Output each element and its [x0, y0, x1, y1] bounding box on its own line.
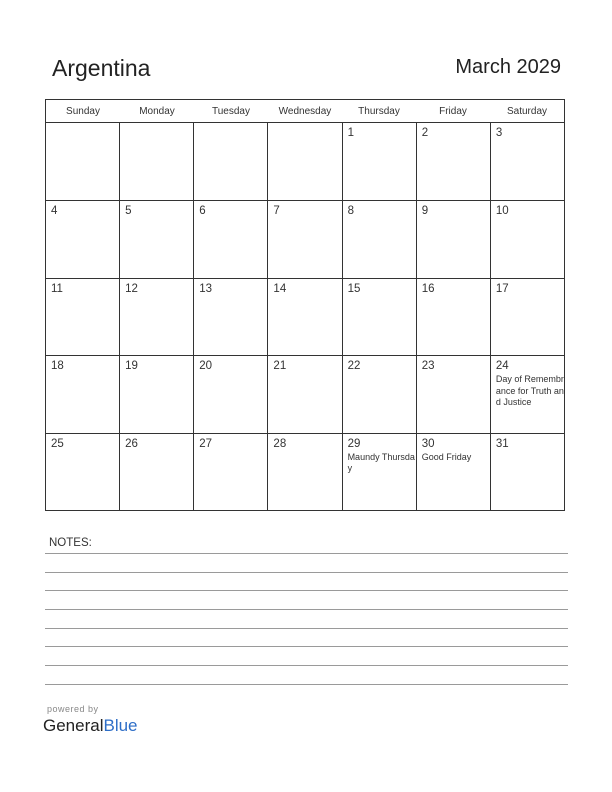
- week-row: [46, 278, 564, 355]
- week-row: [46, 123, 564, 200]
- weekday-header: Tuesday: [212, 106, 250, 117]
- brand-blue: Blue: [103, 716, 138, 735]
- day-number: 3: [495, 127, 503, 139]
- day-cell: [416, 279, 490, 355]
- day-cell: [119, 201, 193, 277]
- day-cell: [267, 434, 341, 510]
- day-number: 29: [347, 437, 361, 450]
- generalblue-logo: [43, 716, 138, 736]
- weekday-header: Friday: [439, 106, 467, 117]
- day-number: 8: [347, 205, 354, 218]
- day-cell: [342, 201, 416, 277]
- day-cell: [490, 201, 564, 277]
- day-cell: [119, 434, 193, 510]
- day-number: 7: [273, 205, 280, 218]
- notes-label: NOTES:: [49, 537, 92, 549]
- weeks-container: [46, 123, 564, 510]
- holiday-label: Good Friday: [421, 451, 472, 462]
- day-number: 22: [347, 360, 361, 373]
- weekday-header: Saturday: [506, 106, 548, 117]
- day-cell: [342, 279, 416, 355]
- day-number: 10: [495, 205, 509, 218]
- day-number: 17: [495, 282, 509, 295]
- note-line: [45, 646, 568, 647]
- note-line: [45, 609, 568, 610]
- day-number: 31: [495, 437, 509, 450]
- day-number: 20: [199, 360, 213, 373]
- day-number: 23: [421, 360, 435, 373]
- day-number: 30: [421, 437, 435, 450]
- day-cell: [46, 434, 119, 510]
- day-cell: [267, 279, 341, 355]
- day-number: 26: [125, 437, 138, 450]
- day-cell: [193, 123, 267, 200]
- weekday-header-row: [46, 100, 564, 123]
- week-row: [46, 355, 564, 432]
- country-title: Argentina: [52, 55, 151, 81]
- day-cell: [119, 123, 193, 200]
- day-number: 6: [199, 205, 206, 218]
- week-row: [46, 433, 564, 510]
- day-cell: [342, 434, 416, 510]
- powered-by-text: powered by: [47, 704, 99, 714]
- day-number: 2: [421, 127, 429, 139]
- day-cell: [416, 201, 490, 277]
- day-number: 19: [125, 360, 138, 373]
- day-number: 5: [125, 205, 132, 218]
- day-cell: [46, 201, 119, 277]
- day-number: 16: [421, 282, 435, 295]
- day-cell: [267, 123, 341, 200]
- day-cell: [416, 356, 490, 432]
- day-cell: [46, 356, 119, 432]
- day-cell: [490, 123, 564, 200]
- note-line: [45, 684, 568, 685]
- weekday-header: Wednesday: [278, 106, 332, 117]
- day-cell: [46, 279, 119, 355]
- day-cell: [119, 356, 193, 432]
- day-cell: [416, 123, 490, 200]
- day-cell: [193, 356, 267, 432]
- note-line: [45, 665, 568, 666]
- day-cell: [342, 123, 416, 200]
- day-cell: [193, 201, 267, 277]
- day-cell: [416, 434, 490, 510]
- day-cell: [490, 434, 564, 510]
- note-line: [45, 553, 568, 554]
- day-number: 24: [495, 360, 509, 373]
- weekday-header: Sunday: [66, 106, 100, 117]
- day-cell: [119, 279, 193, 355]
- calendar-grid: [45, 99, 565, 511]
- day-number: 12: [125, 282, 138, 295]
- day-number: 15: [347, 282, 361, 295]
- day-number: 18: [51, 360, 64, 373]
- note-line: [45, 572, 568, 573]
- brand-general: General: [43, 716, 104, 735]
- day-cell: [267, 201, 341, 277]
- month-year-title: March 2029: [455, 56, 561, 78]
- note-line: [45, 590, 568, 591]
- holiday-label: Maundy Thursday: [347, 451, 415, 474]
- weekday-header: Thursday: [358, 106, 400, 117]
- day-number: 14: [273, 282, 287, 295]
- weekday-header: Monday: [139, 106, 175, 117]
- day-number: 1: [347, 127, 354, 139]
- day-number: 28: [273, 437, 287, 450]
- week-row: [46, 200, 564, 277]
- day-number: 13: [199, 282, 213, 295]
- day-cell: [490, 356, 564, 432]
- day-cell: [46, 123, 119, 200]
- day-cell: [267, 356, 341, 432]
- note-line: [45, 628, 568, 629]
- day-number: 27: [199, 437, 213, 450]
- day-number: 25: [51, 437, 64, 450]
- day-number: 11: [51, 282, 63, 295]
- day-number: 4: [51, 205, 58, 218]
- holiday-label: Day of Remembrance for Truth and Justice: [495, 374, 564, 408]
- day-number: 9: [421, 205, 429, 218]
- day-cell: [193, 434, 267, 510]
- day-cell: [342, 356, 416, 432]
- day-number: 21: [273, 360, 287, 373]
- day-cell: [193, 279, 267, 355]
- day-cell: [490, 279, 564, 355]
